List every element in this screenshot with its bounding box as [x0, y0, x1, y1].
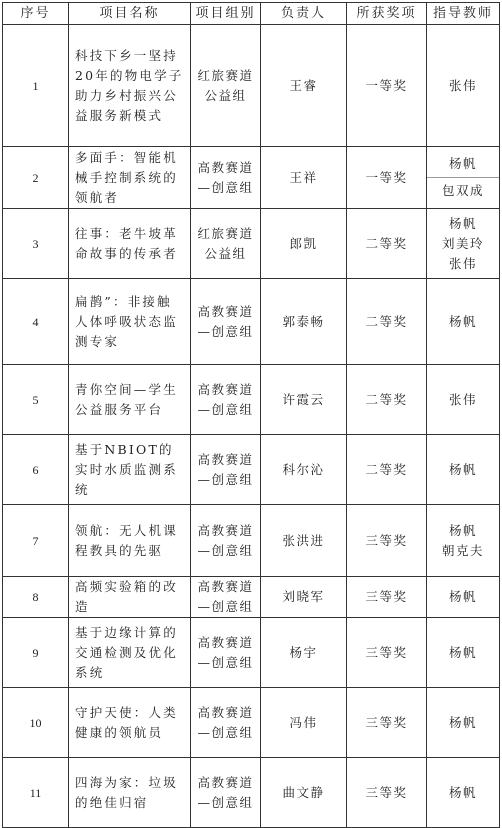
mentor-name: 张伟	[448, 255, 477, 271]
row-index: 8	[3, 577, 69, 618]
project-award: 三等奖	[347, 758, 427, 828]
mentor-name: 杨帆	[448, 461, 477, 477]
table-row	[3, 618, 500, 688]
table-row	[3, 279, 500, 365]
mentor-name: 杨帆	[448, 589, 477, 604]
table-row	[3, 758, 500, 828]
project-group: 高教赛道—创意组	[191, 577, 261, 618]
row-index: 1	[3, 25, 69, 147]
mentor-name: 张伟	[448, 391, 477, 407]
mentor-cell	[427, 435, 500, 505]
project-award: 二等奖	[347, 279, 427, 365]
header-project-group: 项目组别	[191, 3, 261, 25]
mentor-cell	[427, 505, 500, 577]
awards-table	[2, 2, 500, 828]
mentor-name: 杨帆	[448, 215, 477, 231]
project-name: 往事：老牛坡革命故事的传承者	[69, 209, 191, 279]
table-row	[3, 505, 500, 577]
project-leader: 王祥	[261, 147, 347, 209]
mentor-name: 杨帆	[448, 313, 477, 329]
row-index: 2	[3, 147, 69, 209]
project-leader: 王睿	[261, 25, 347, 147]
project-award: 三等奖	[347, 688, 427, 758]
mentor-name: 包双成	[427, 177, 499, 204]
row-index: 9	[3, 618, 69, 688]
table-row	[3, 147, 500, 209]
mentor-name: 杨帆	[448, 784, 477, 800]
project-leader: 郭泰畅	[261, 279, 347, 365]
mentor-cell	[427, 279, 500, 365]
row-index: 10	[3, 688, 69, 758]
header-project-name: 项目名称	[69, 3, 191, 25]
mentor-cell	[427, 758, 500, 828]
project-award: 二等奖	[347, 209, 427, 279]
table-row	[3, 25, 500, 147]
project-group: 高教赛道—创意组	[191, 365, 261, 435]
mentor-name: 杨帆	[448, 522, 477, 538]
project-award: 三等奖	[347, 577, 427, 618]
header-award: 所获奖项	[347, 3, 427, 25]
project-leader: 曲文静	[261, 758, 347, 828]
project-leader: 张洪进	[261, 505, 347, 577]
table-row	[3, 577, 500, 618]
row-index: 7	[3, 505, 69, 577]
mentor-cell	[427, 688, 500, 758]
project-name: 基于边缘计算的交通检测及优化系统	[69, 618, 191, 688]
project-name: 四海为家：垃圾的绝佳归宿	[69, 758, 191, 828]
table-row	[3, 435, 500, 505]
project-group: 高教赛道—创意组	[191, 505, 261, 577]
project-group: 红旅赛道公益组	[191, 25, 261, 147]
project-leader: 刘晓军	[261, 577, 347, 618]
project-group: 高教赛道—创意组	[191, 758, 261, 828]
project-leader: 许霞云	[261, 365, 347, 435]
project-group: 高教赛道—创意组	[191, 279, 261, 365]
header-row	[3, 3, 500, 25]
mentor-name: 朝克夫	[441, 542, 484, 558]
project-leader: 郎凯	[261, 209, 347, 279]
mentor-cell	[427, 25, 500, 147]
mentor-cell	[427, 147, 500, 209]
table-row	[3, 688, 500, 758]
project-group: 高教赛道—创意组	[191, 688, 261, 758]
row-index: 3	[3, 209, 69, 279]
project-award: 三等奖	[347, 618, 427, 688]
project-name: 科技下乡一坚持20年的物电学子助力乡村振兴公益服务新模式	[69, 25, 191, 147]
mentor-name: 杨帆	[448, 644, 477, 660]
project-name: 扁鹊”：非接触人体呼吸状态监测专家	[69, 279, 191, 365]
mentor-name: 刘美玲	[441, 235, 484, 251]
project-group: 高教赛道—创意组	[191, 147, 261, 209]
project-award: 一等奖	[347, 25, 427, 147]
mentor-cell	[427, 365, 500, 435]
project-name: 多面手：智能机械手控制系统的领航者	[69, 147, 191, 209]
project-name: 基于NBIOT的实时水质监测系统	[69, 435, 191, 505]
mentor-cell	[427, 618, 500, 688]
project-group: 高教赛道—创意组	[191, 618, 261, 688]
row-index: 4	[3, 279, 69, 365]
project-award: 二等奖	[347, 365, 427, 435]
project-group: 红旅赛道公益组	[191, 209, 261, 279]
project-award: 二等奖	[347, 435, 427, 505]
project-name: 守护天使：人类健康的领航员	[69, 688, 191, 758]
row-index: 6	[3, 435, 69, 505]
row-index: 5	[3, 365, 69, 435]
project-leader: 科尔沁	[261, 435, 347, 505]
project-leader: 冯伟	[261, 688, 347, 758]
row-index: 11	[3, 758, 69, 828]
header-index: 序号	[3, 3, 69, 25]
mentor-name: 张伟	[448, 77, 477, 93]
mentor-name: 杨帆	[448, 714, 477, 730]
mentor-cell	[427, 577, 500, 618]
header-leader: 负责人	[261, 3, 347, 25]
project-award: 一等奖	[347, 147, 427, 209]
project-award: 三等奖	[347, 505, 427, 577]
project-name: 领航：无人机课程教具的先驱	[69, 505, 191, 577]
project-leader: 杨宇	[261, 618, 347, 688]
table-row	[3, 209, 500, 279]
project-name: 青你空间—学生公益服务平台	[69, 365, 191, 435]
project-name: 高频实验箱的改造	[69, 577, 191, 618]
table-row	[3, 365, 500, 435]
mentor-name: 杨帆	[448, 156, 477, 171]
mentor-cell	[427, 209, 500, 279]
project-group: 高教赛道—创意组	[191, 435, 261, 505]
header-mentor: 指导教师	[427, 3, 500, 25]
